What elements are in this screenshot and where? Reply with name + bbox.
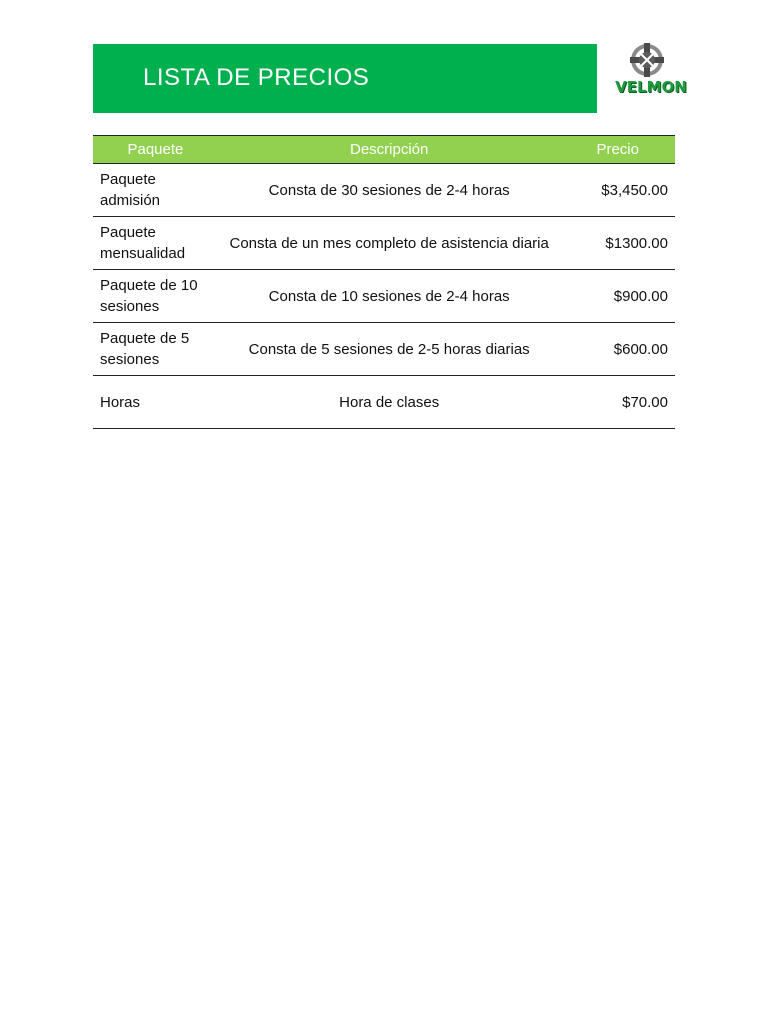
table-row: [93, 376, 675, 429]
package-price: $900.00: [560, 270, 675, 323]
package-name: Paquete de 10 sesiones: [93, 270, 218, 323]
velmon-emblem-icon: [629, 42, 665, 78]
column-header-paquete: Paquete: [93, 136, 218, 164]
table-row: [93, 270, 675, 323]
package-price: $3,450.00: [560, 164, 675, 217]
table-row: [93, 323, 675, 376]
table-row: [93, 217, 675, 270]
package-description: Consta de 30 sesiones de 2-4 horas: [218, 164, 561, 217]
package-price: $70.00: [560, 376, 675, 429]
table-row: [93, 164, 675, 217]
title-banner: [93, 44, 597, 113]
logo-wordmark: VELMON: [615, 78, 687, 96]
package-name: Horas: [93, 376, 218, 429]
column-header-precio: Precio: [560, 136, 675, 164]
package-description: Consta de 10 sesiones de 2-4 horas: [218, 270, 561, 323]
page-title: LISTA DE PRECIOS: [143, 64, 370, 91]
package-price: $600.00: [560, 323, 675, 376]
package-name: Paquete de 5 sesiones: [93, 323, 218, 376]
table-header-row: [93, 136, 675, 164]
price-table: [93, 135, 675, 429]
package-price: $1300.00: [560, 217, 675, 270]
package-description: Consta de un mes completo de asistencia diaria: [218, 217, 561, 270]
velmon-logo: [603, 40, 699, 102]
column-header-descripcion: Descripción: [218, 136, 561, 164]
package-description: Hora de clases: [218, 376, 561, 429]
package-name: Paquete mensualidad: [93, 217, 218, 270]
package-name: Paquete admisión: [93, 164, 218, 217]
package-description: Consta de 5 sesiones de 2-5 horas diarias: [218, 323, 561, 376]
